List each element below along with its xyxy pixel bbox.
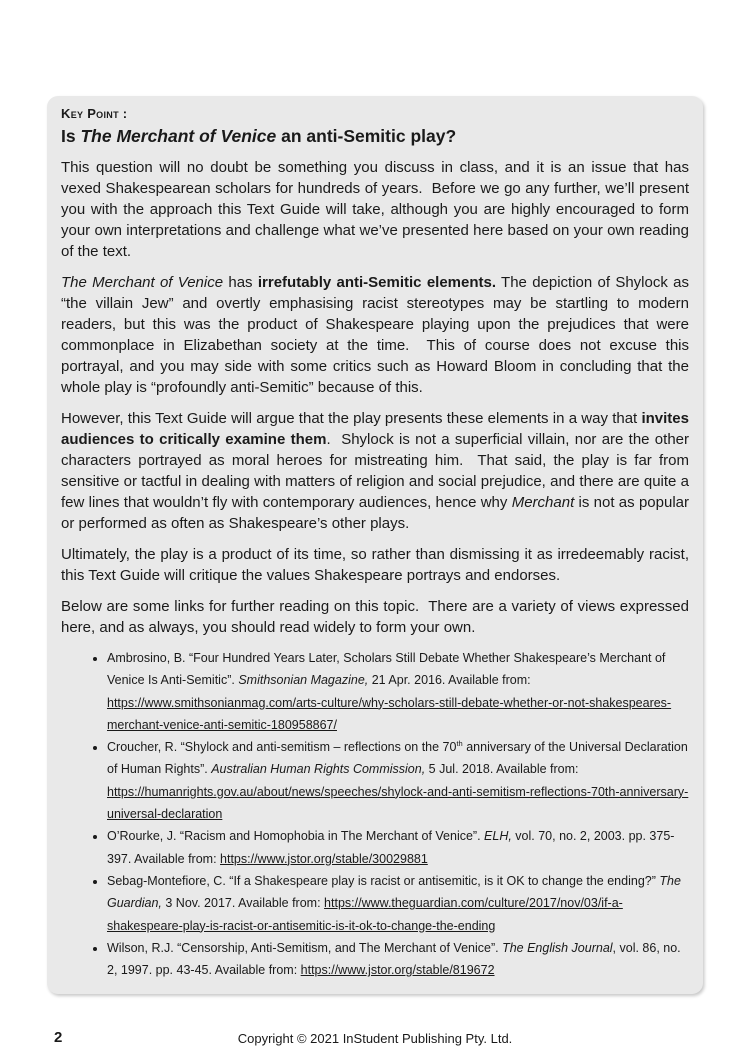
- page-number: 2: [54, 1029, 63, 1046]
- paragraph-anti-semitic-elements: [61, 272, 689, 398]
- reference-link[interactable]: https://www.jstor.org/stable/819672: [300, 963, 495, 978]
- text-segment: Is: [61, 126, 81, 146]
- text-segment: th: [456, 739, 463, 749]
- reference-list: [61, 647, 689, 981]
- reference-link[interactable]: https://www.theguardian.com/culture/2017/nov/03/if-a-shakespeare-play-is-racist-or-antisemitic-is-it-ok-to-change-the-ending: [107, 896, 623, 933]
- copyright-text: Copyright © 2021 InStudent Publishing Pty. Ltd.: [237, 1031, 513, 1046]
- paragraph-critical-examination: [61, 408, 689, 534]
- text-segment: ELH,: [484, 829, 512, 844]
- text-segment: However, this Text Guide will argue that the play presents these elements in a way that: [61, 410, 642, 427]
- text-segment: invites audiences to critically examine them: [61, 410, 689, 448]
- text-segment: irrefutably anti-Semitic elements.: [257, 274, 497, 291]
- reference-link[interactable]: https://www.jstor.org/stable/30029881: [220, 851, 428, 866]
- text-segment: Below are some links for further reading on this topic. There are a variety of views expressed here, and as always, you should read widely to form your own.: [61, 598, 689, 636]
- key-point-label: Key Point :: [61, 106, 128, 121]
- text-segment: O’Rourke, J. “Racism and Homophobia in The Merchant of Venice”.: [107, 829, 485, 844]
- reference-item-sebag-montefiore: [107, 870, 689, 937]
- reference-link[interactable]: https://www.smithsonianmag.com/arts-culture/why-scholars-still-debate-whether-or-not-shakespeares-merchant-venice-anti-semitic-180958867/: [107, 695, 672, 732]
- text-segment: The depiction of Shylock as “the villain Jew” and overtly emphasising racist stereotypes may be startling to modern readers, but this was the product of Shakespeare playing upon the prejudices that were commonplace in Elizabethan society at the time. This of course does not excuse this portrayal, and you may side with some critics such as Howard Bloom in concluding that the whole play is “profoundly anti-Semitic” because of this.: [61, 274, 689, 396]
- text-segment: Ambrosino, B. “Four Hundred Years Later, Scholars Still Debate Whether Shakespeare’s Merchant of Venice Is Anti-Semitic”.: [107, 651, 666, 688]
- text-segment: 3 Nov. 2017. Available from:: [161, 896, 325, 911]
- text-segment: Smithsonian Magazine,: [238, 673, 369, 688]
- text-segment: 5 Jul. 2018. Available from:: [425, 762, 579, 777]
- paragraph-intro: [61, 157, 689, 262]
- text-segment: Ultimately, the play is a product of its time, so rather than dismissing it as irredeemably racist, this Text Guide will critique the values Shakespeare portrays and endorses.: [61, 546, 689, 584]
- text-segment: Sebag-Montefiore, C. “If a Shakespeare play is racist or antisemitic, is it OK to change the ending?”: [107, 873, 660, 888]
- text-segment: The Guardian,: [107, 873, 681, 911]
- text-segment: . Shylock is not a superficial villain, nor are the other characters portrayed as moral heroes for mistreating him. That said, the play is far from sensitive or tactful in dealing with matters of religion and social prejudice, and there are quite a few lines that wouldn’t fly with contemporary audiences, hence why: [61, 431, 689, 511]
- text-segment: The Merchant of Venice: [61, 274, 224, 291]
- text-segment: has: [223, 274, 258, 291]
- paragraph-product-of-its-time: [61, 544, 689, 586]
- text-segment: anniversary of the Universal Declaration of Human Rights”.: [107, 740, 688, 777]
- text-segment: , vol. 86, no. 2, 1997. pp. 43-45. Available from:: [107, 940, 681, 978]
- text-segment: Australian Human Rights Commission,: [211, 762, 426, 777]
- reference-item-ambrosino: [107, 647, 689, 736]
- text-segment: vol. 70, no. 2, 2003. pp. 375-397. Available from:: [107, 829, 675, 866]
- reference-item-wilson: [107, 937, 689, 982]
- text-segment: The Merchant of Venice: [80, 126, 277, 146]
- text-segment: This question will no doubt be something you discuss in class, and it is an issue that has vexed Shakespearean scholars for hundreds of years. Before we go any further, we’ll present you with the approach this Text Guide will take, although you are highly encouraged to form your own interpretations and challenge what we’ve presented here based on your own reading of the text.: [61, 159, 689, 260]
- key-point-title: [61, 125, 689, 147]
- text-segment: Merchant: [511, 494, 575, 511]
- key-point-box: [47, 96, 703, 994]
- reference-item-orourke: [107, 825, 689, 870]
- paragraph-further-reading-intro: [61, 596, 689, 638]
- text-segment: The English Journal: [502, 940, 613, 955]
- text-segment: Wilson, R.J. “Censorship, Anti-Semitism, and The Merchant of Venice”.: [107, 940, 503, 955]
- reference-link[interactable]: https://humanrights.gov.au/about/news/speeches/shylock-and-anti-semitism-reflections-70th-anniversary-universal-declaration: [107, 784, 689, 822]
- reference-item-croucher: [107, 736, 689, 825]
- text-segment: is not as popular or performed as often as Shakespeare’s other plays.: [61, 494, 689, 532]
- text-segment: 21 Apr. 2016. Available from:: [368, 673, 531, 688]
- text-segment: Croucher, R. “Shylock and anti-semitism – reflections on the 70: [107, 740, 457, 755]
- text-segment: an anti-Semitic play?: [276, 126, 457, 146]
